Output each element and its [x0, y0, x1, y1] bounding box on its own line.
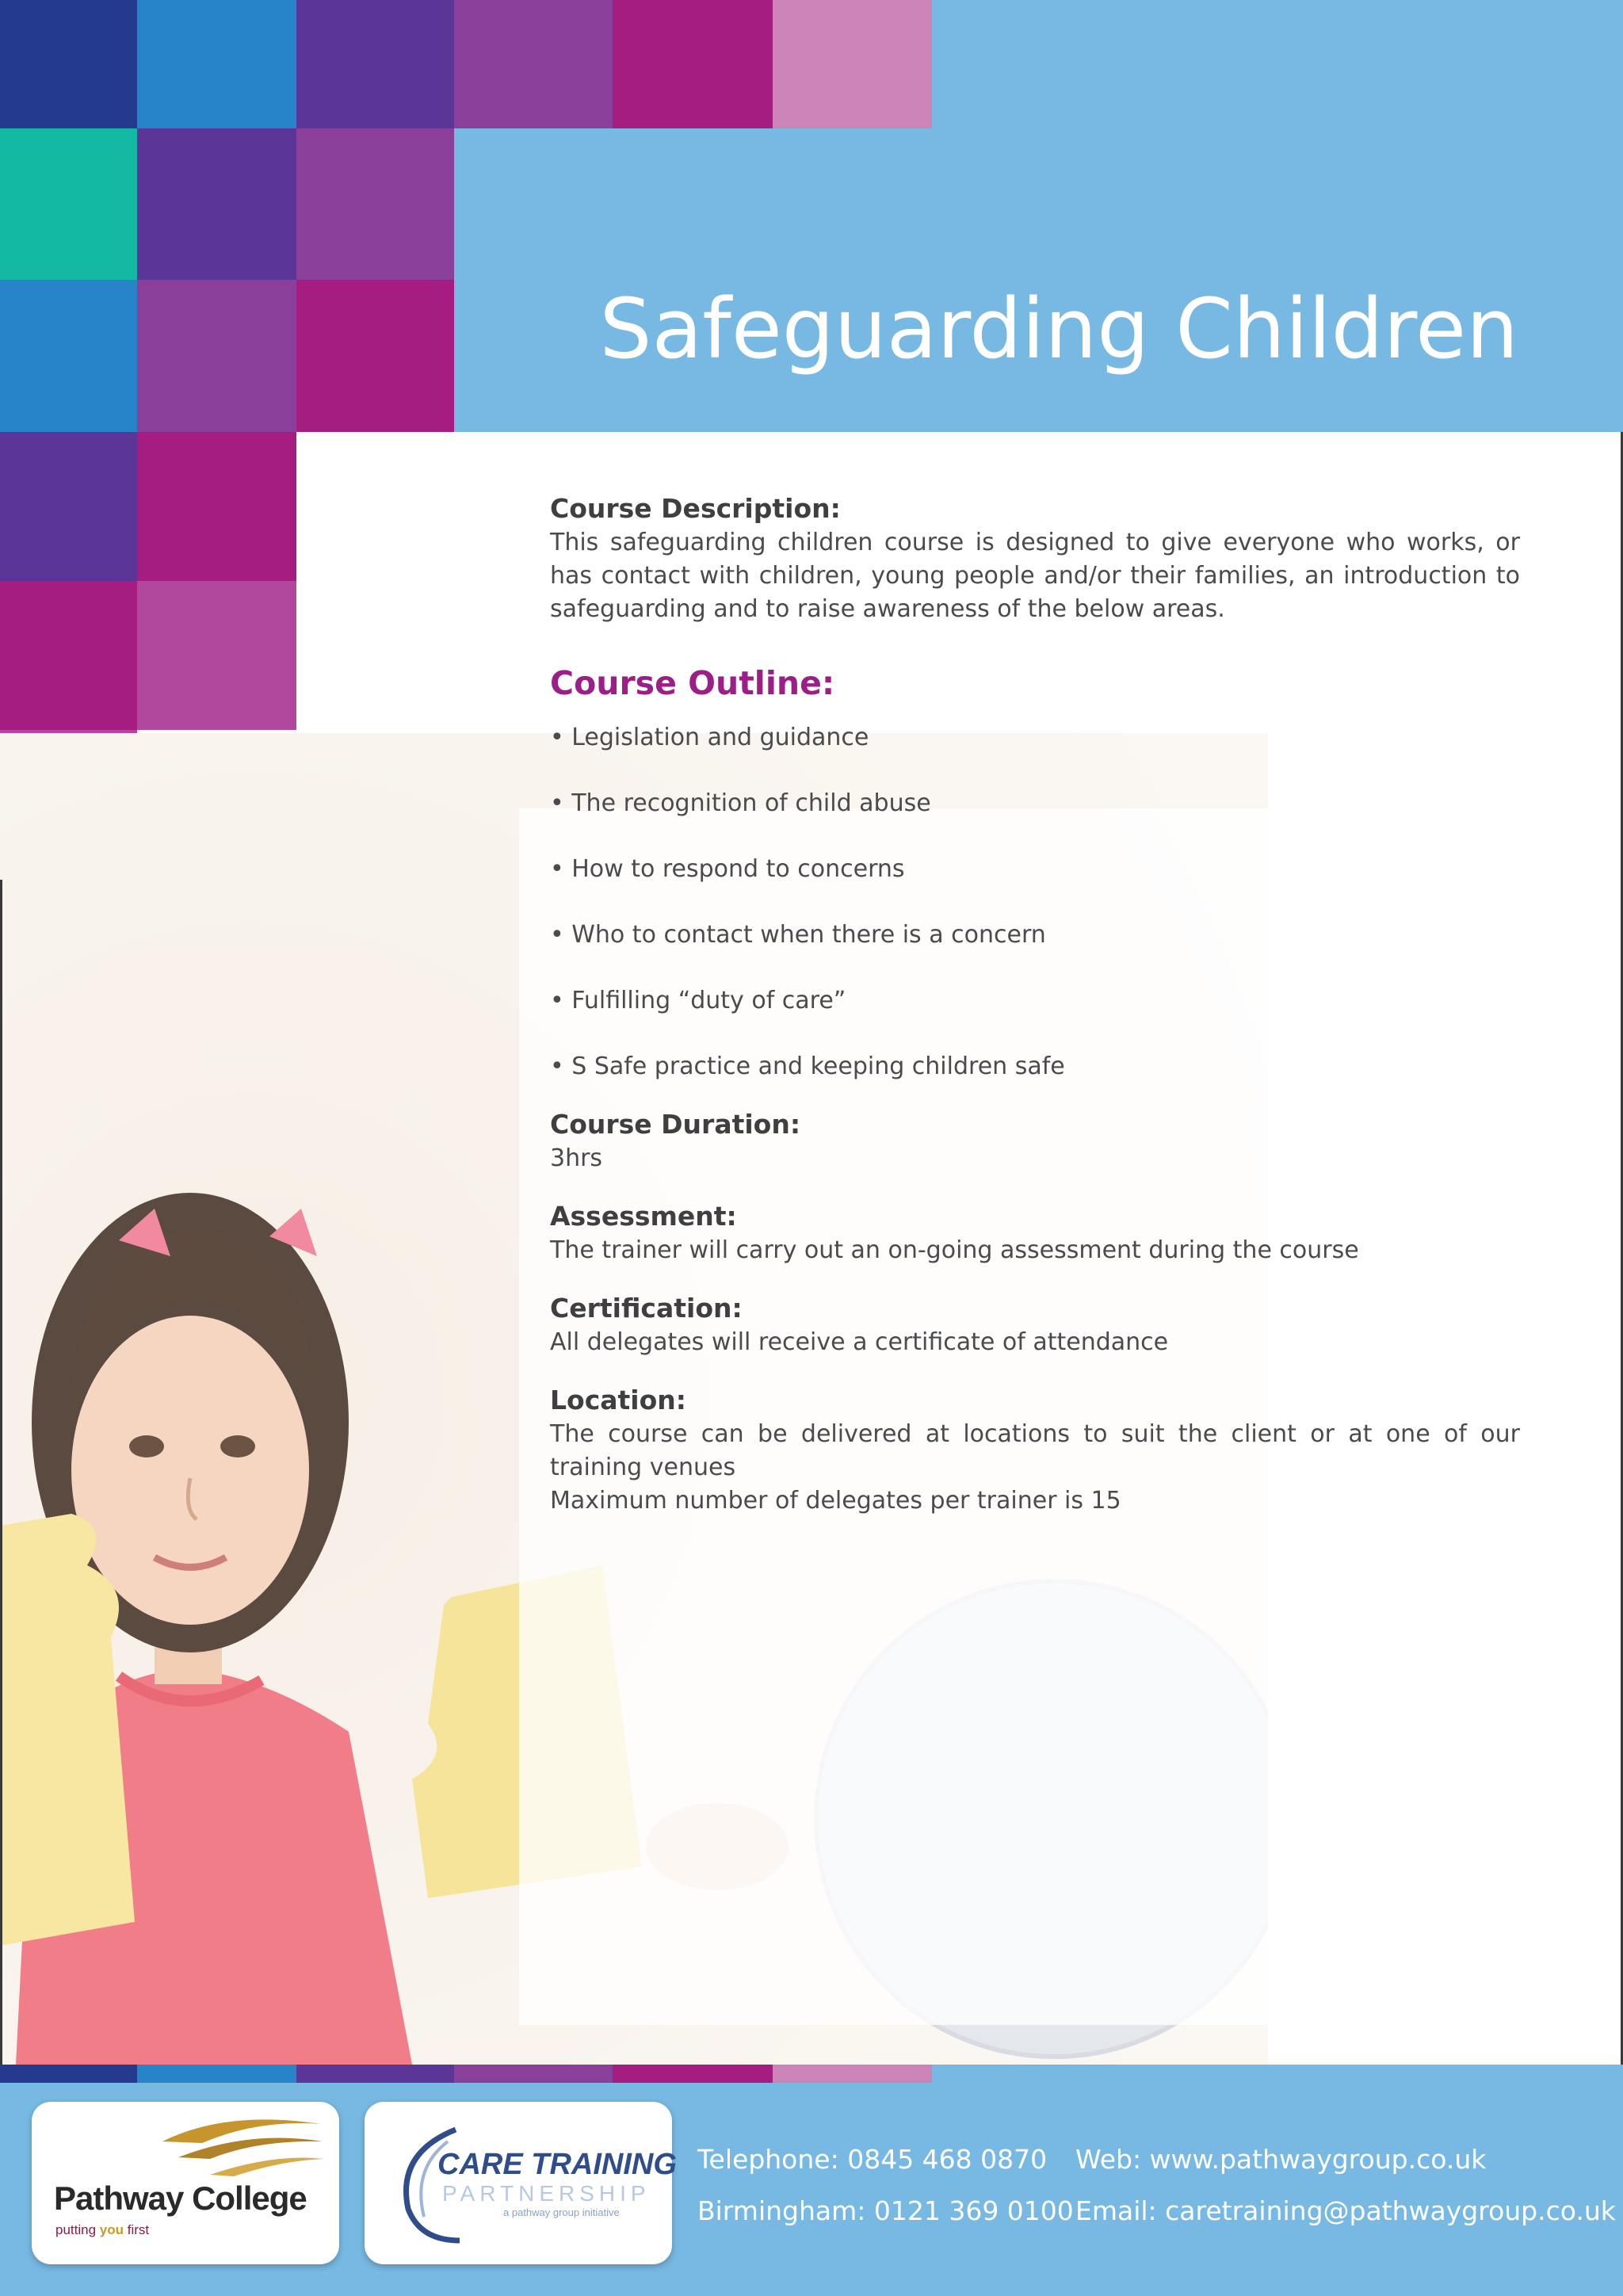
care-training-initiative: a pathway group initiative [503, 2206, 620, 2218]
pathway-college-logo [32, 2102, 339, 2264]
assessment [550, 1199, 1520, 1267]
certification-heading: Certification: [550, 1293, 743, 1324]
certification [550, 1291, 1520, 1359]
footer-color-strip [0, 2065, 1623, 2083]
strip-tile [454, 2065, 613, 2083]
care-training-logo [365, 2102, 677, 2264]
outline-item: • How to respond to concerns [550, 853, 1520, 886]
outline-list [550, 721, 1520, 1083]
tile [296, 280, 454, 432]
care-training-name: CARE TRAINING [437, 2148, 677, 2181]
assessment-text: The trainer will carry out an on-going assessment during the course [550, 1236, 1359, 1264]
location-text: The course can be delivered at locations to suit the client or at one of our training venues [550, 1420, 1520, 1481]
location-capacity-text: Maximum number of delegates per trainer is 15 [550, 1487, 1121, 1515]
swoosh-icon [155, 2110, 329, 2181]
tile [773, 0, 932, 128]
location-heading: Location: [550, 1385, 686, 1415]
course-description [550, 491, 1520, 626]
outline-item: • Legislation and guidance [550, 721, 1520, 755]
tile [0, 280, 137, 432]
strip-tile [613, 2065, 773, 2083]
location [550, 1383, 1520, 1518]
assessment-heading: Assessment: [550, 1201, 737, 1232]
course-details [550, 491, 1520, 1518]
tagline-emphasis: you [99, 2222, 124, 2237]
page-border-left [0, 880, 2, 2065]
tile [137, 128, 296, 280]
tile [137, 432, 296, 581]
tile [296, 0, 454, 128]
strip-tile [296, 2065, 454, 2083]
certification-text: All delegates will receive a certificate of attendance [550, 1328, 1169, 1356]
tile [613, 0, 773, 128]
tile [454, 0, 613, 128]
tile [0, 581, 137, 730]
tile [137, 0, 296, 128]
telephone-text: Telephone: 0845 468 0870 [697, 2144, 1048, 2175]
duration-heading: Course Duration: [550, 1109, 801, 1140]
duration-text: 3hrs [550, 1144, 603, 1172]
tagline-part: first [124, 2222, 150, 2237]
strip-tile [773, 2065, 932, 2083]
outline-item: • Fulfilling “duty of care” [550, 984, 1520, 1018]
tagline-part: putting [55, 2222, 100, 2237]
care-training-subtitle: PARTNERSHIP [442, 2181, 651, 2206]
strip-tile [137, 2065, 296, 2083]
outline-item: • S Safe practice and keeping children safe [550, 1050, 1520, 1083]
pathway-college-name: Pathway College [54, 2179, 307, 2217]
tile [296, 128, 454, 280]
page-title: Safeguarding Children [599, 281, 1518, 377]
description-text: This safeguarding children course is designed to give everyone who works, or has contact with children, young people and/or their families, an introduction to safeguarding and to raise awareness of the below areas. [550, 529, 1520, 623]
website-link[interactable]: Web: www.pathwaygroup.co.uk [1075, 2144, 1487, 2175]
description-heading: Course Description: [550, 493, 841, 524]
email-link[interactable]: Email: caretraining@pathwaygroup.co.uk [1075, 2195, 1616, 2226]
tile [137, 581, 296, 730]
tile [0, 432, 137, 581]
tile [0, 0, 137, 128]
pathway-college-tagline [55, 2222, 149, 2238]
course-duration [550, 1107, 1520, 1175]
tile [0, 128, 137, 280]
birmingham-phone-text: Birmingham: 0121 369 0100 [697, 2195, 1074, 2226]
outline-heading: Course Outline: [550, 664, 835, 702]
tile [137, 280, 296, 432]
strip-tile [0, 2065, 137, 2083]
outline-item: • The recognition of child abuse [550, 787, 1520, 820]
outline-item: • Who to contact when there is a concern [550, 919, 1520, 952]
